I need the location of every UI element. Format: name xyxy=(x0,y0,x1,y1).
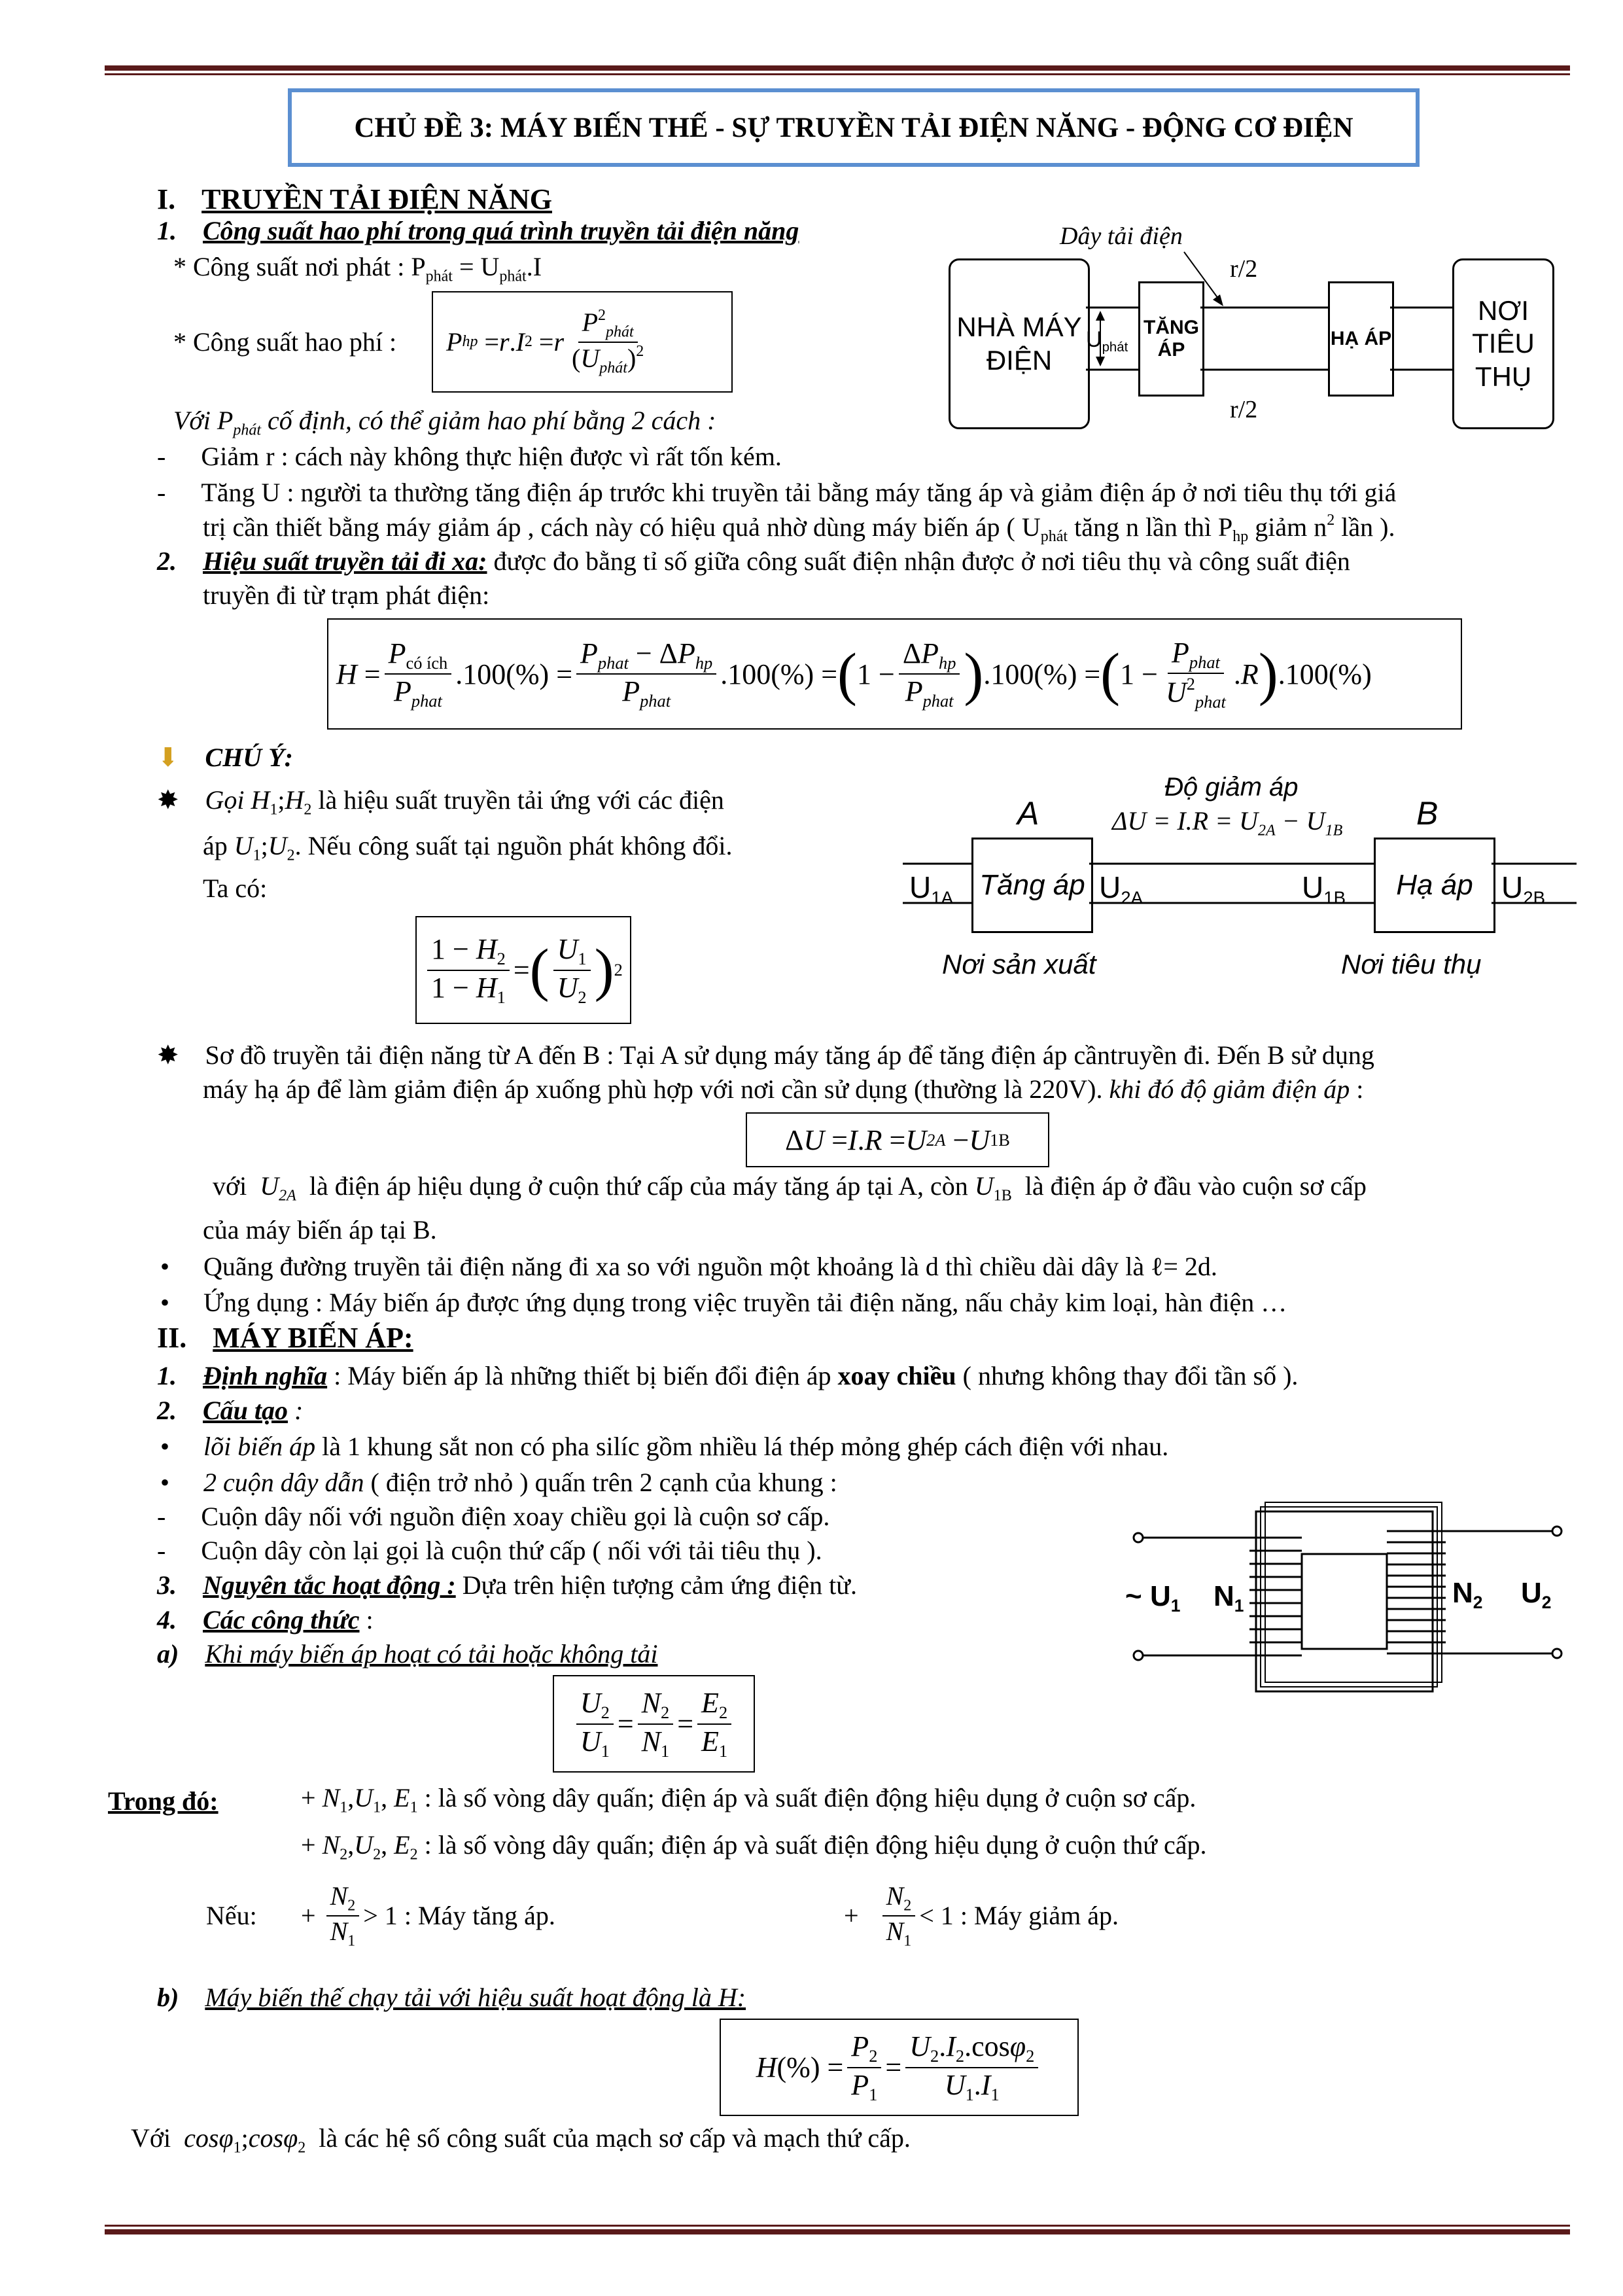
subsection-1-2-cont: truyền đi từ trạm phát điện: xyxy=(203,580,490,610)
voi-cos-phi: Với cosφ$_1$;cosφ$_2$ là các hệ số công suất của mạch sơ cấp và mạch thứ cấp. xyxy=(131,2123,911,2157)
bottom-rule-thick xyxy=(105,2229,1570,2234)
formula-h-ratio: $\frac{1 - H_2}{1 - H_1}$ = ( $\frac{U_1}{U_2}$ ) 2 xyxy=(415,916,631,1024)
dash-tang-u-cont: trị cần thiết bằng máy giảm áp , cách này có hiệu quả nhờ dùng máy biến áp ( $U_{phát}$ tăng n lần thì $P_{hp}$ giảm $n^2$ lần ). xyxy=(203,512,1395,546)
ap-u1-u2: áp $U_1;U_2$. Nếu công suất tại nguồn phát không đổi. xyxy=(203,831,733,864)
ta-co: Ta có: xyxy=(203,874,268,903)
formula-hao-phi: P hp = r . I 2 = r $\frac{P^2_{phát}}{(U_{phát})^2}$ xyxy=(432,291,733,393)
u2b-label: $U_{2B}$ xyxy=(1501,870,1545,908)
u1-label: ~ $U_1$ xyxy=(1125,1580,1181,1616)
voltage-drop-diagram xyxy=(903,772,1583,988)
dash-tang-u: - Tăng U : người ta thường tăng điện áp trước khi truyền tải bằng máy tăng áp và giảm điện áp ở nơi tiêu thụ tới giá xyxy=(157,478,1397,507)
voi-p-phat: Với $P_{phát}$ cố định, có thể giảm hao phí bằng 2 cách : xyxy=(173,406,716,439)
so-do-truyen-tai-cont: máy hạ áp để làm giảm điện áp xuống phù hợp với nơi cần sử dụng (thường là 220V). khi đó độ giảm điện áp : xyxy=(203,1074,1364,1104)
nguyen-tac: 3. Nguyên tắc hoạt động : Dựa trên hiện tượng cảm ứng điện từ. xyxy=(157,1570,857,1600)
point-b-label: B xyxy=(1416,795,1439,832)
section-2-heading: II. MÁY BIẾN ÁP: xyxy=(157,1322,413,1354)
neu-label: Nếu: xyxy=(206,1901,257,1930)
bottom-rule-thin xyxy=(105,2225,1570,2227)
voi-u2a: với $U_{2A}$ là điện áp hiệu dụng ở cuộn thứ cấp của máy tăng áp tại A, còn $U_{1B}$ là điện áp ở đầu vào cuộn sơ cấp xyxy=(213,1171,1367,1205)
so-do-truyen-tai: ✸ Sơ đồ truyền tải điện năng từ A đến B : Tại A sử dụng máy tăng áp để tăng điện áp cầntruyền đi. Đến B sử dụng xyxy=(157,1040,1374,1070)
noi-tieu-thu-box: NƠI TIÊU THỤ xyxy=(1452,258,1554,429)
r2-top-label: r/2 xyxy=(1230,255,1258,283)
bullet-quang-duong: • Quãng đường truyền tải điện năng đi xa so với nguồn một khoảng là d thì chiều dài dây là ℓ= 2d. xyxy=(160,1252,1217,1281)
voi-u2a-cont: của máy biến áp tại B. xyxy=(203,1215,437,1245)
star-bullet-icon: ✸ xyxy=(157,785,179,815)
cong-suat-hao-phi-label: * Công suất hao phí : xyxy=(173,327,397,357)
ha-ap-block: Hạ áp xyxy=(1374,838,1495,933)
nha-may-dien-box: NHÀ MÁY ĐIỆN xyxy=(949,258,1090,429)
cong-suat-noi-phat: * Công suất nơi phát : $P_{phát} = U_{phát}.I$ xyxy=(173,252,542,285)
may-bien-the-chay-tai: b) Máy biến thế chạy tải với hiệu suất hoạt động là H: xyxy=(157,1983,746,2012)
dinh-nghia: 1. Định nghĩa : Máy biến áp là những thiết bị biến đổi điện áp xoay chiều ( nhưng không thay đổi tần số ). xyxy=(157,1361,1299,1390)
transmission-diagram xyxy=(949,222,1537,438)
do-giam-ap-label: Độ giảm áp xyxy=(1164,773,1299,802)
tang-ap-block: Tăng áp xyxy=(971,838,1093,933)
transformer-core xyxy=(1125,1479,1570,1695)
u2-label: $U_2$ xyxy=(1521,1577,1552,1613)
point-a-label: A xyxy=(1017,795,1039,832)
n2-label: $N_2$ xyxy=(1452,1577,1483,1613)
u-phat-label: $U_{phát}$ xyxy=(1086,327,1128,355)
khi-may-bien-ap: a) Khi máy biến áp hoạt có tải hoặc không tải xyxy=(157,1639,658,1669)
cau-tao: 2. Cấu tạo : xyxy=(157,1396,304,1425)
neu-giam-ap: + $\frac{N_2}{N_1}$ < 1 : Máy giảm áp. xyxy=(844,1881,1119,1950)
trong-do-1: + $N_1,U_1$, $E_1$ : là số vòng dây quấn; điện áp và suất điện động hiệu dụng ở cuộn sơ cấp. xyxy=(301,1783,1196,1816)
cac-cong-thuc: 4. Các công thức : xyxy=(157,1605,374,1634)
top-rule-thin xyxy=(105,73,1570,75)
n1-label: $N_1$ xyxy=(1213,1580,1244,1616)
subsection-1-1: 1. Công suất hao phí trong quá trình truyền tải điện năng xyxy=(157,216,799,245)
chu-y-heading: ⬇ CHÚ Ý: xyxy=(157,743,293,772)
dash-giam-r: - Giảm r : cách này không thực hiện được vì rất tốn kém. xyxy=(157,442,782,471)
top-rule-thick xyxy=(105,65,1570,71)
tang-ap-box: TĂNG ÁP xyxy=(1138,281,1204,397)
neu-tang-ap: + $\frac{N_2}{N_1}$ > 1 : Máy tăng áp. xyxy=(301,1881,555,1950)
formula-hieu-suat: H = $\frac{P_{có ích}}{P_{phat}}$ .100(%) = $\frac{P_{phat} - \Delta P_{hp}}{P_{phat}}$ .100(%) = ( 1 − $\frac{\Delta P_{hp}}{P_{phat}}$ ) .100(%) = ( 1 − $\frac{P_{phat}}{U^2_{phat}}$ . R ) .100(%) xyxy=(327,618,1462,730)
section-1-heading: I. TRUYỀN TẢI ĐIỆN NĂNG xyxy=(157,183,552,215)
page-title: CHỦ ĐỀ 3: MÁY BIẾN THẾ - SỰ TRUYỀN TẢI ĐIỆN NĂNG - ĐỘNG CƠ ĐIỆN xyxy=(288,88,1420,167)
trong-do-label: Trong đó: xyxy=(108,1786,218,1816)
formula-hieu-suat-bien-the: H (%) = $\frac{P_2}{P_1}$ = $\frac{U_2.I_2.\cos\varphi_2}{U_1.I_1}$ xyxy=(720,2019,1079,2116)
formula-delta-u: Δ U = I . R = U 2A − U 1B xyxy=(746,1112,1049,1167)
delta-u-equation: $\Delta U = I.R = U_{2A} - U_{1B}$ xyxy=(1112,806,1343,839)
star-bullet-icon: ✸ xyxy=(157,1040,179,1070)
ac-source-icon: ~ xyxy=(1125,1580,1142,1612)
arrow-down-icon: ⬇ xyxy=(157,743,179,772)
bullet-ung-dung: • Ứng dụng : Máy biến áp được ứng dụng trong việc truyền tải điện năng, nấu chảy kim loại, hàn điện … xyxy=(160,1288,1287,1317)
ha-ap-box: HẠ ÁP xyxy=(1328,281,1394,397)
transformer-figure xyxy=(1125,1479,1570,1695)
dash-cuon-thu-cap: - Cuộn dây còn lại gọi là cuộn thứ cấp ( nối với tải tiêu thụ ). xyxy=(157,1536,822,1565)
r2-bottom-label: r/2 xyxy=(1230,396,1258,423)
diagram1-wires xyxy=(949,222,1557,438)
goi-h1-h2: ✸ Gọi $H_1;H_2$ là hiệu suất truyền tải ứng với các điện xyxy=(157,785,724,819)
u1b-label: $U_{1B}$ xyxy=(1302,870,1346,908)
subsection-1-2: 2. Hiệu suất truyền tải đi xa: được đo bằng tỉ số giữa công suất điện nhận được ở nơi tiêu thụ và công suất điện xyxy=(157,546,1350,576)
bullet-loi-bien-ap: • lõi biến áp là 1 khung sắt non có pha silíc gồm nhiều lá thép mỏng ghép cách điện với nhau. xyxy=(160,1432,1169,1461)
formula-ty-so: $\frac{U_2}{U_1}$ = $\frac{N_2}{N_1}$ = $\frac{E_2}{E_1}$ xyxy=(553,1675,755,1773)
trong-do-2: + $N_2,U_2$, $E_2$ : là số vòng dây quấn; điện áp và suất điện động hiệu dụng ở cuộn thứ cấp. xyxy=(301,1830,1207,1863)
day-tai-dien-label: Dây tải điện xyxy=(1060,222,1183,250)
u2a-label: $U_{2A}$ xyxy=(1099,870,1143,908)
noi-tieu-thu-label: Nơi tiêu thụ xyxy=(1341,949,1482,980)
u1a-label: $U_{1A}$ xyxy=(909,870,953,908)
noi-san-xuat-label: Nơi sản xuất xyxy=(942,949,1096,980)
dash-cuon-so-cap: - Cuộn dây nối với nguồn điện xoay chiều gọi là cuộn sơ cấp. xyxy=(157,1502,830,1531)
bullet-cuon-day: • 2 cuộn dây dẫn ( điện trở nhỏ ) quấn trên 2 cạnh của khung : xyxy=(160,1468,837,1497)
